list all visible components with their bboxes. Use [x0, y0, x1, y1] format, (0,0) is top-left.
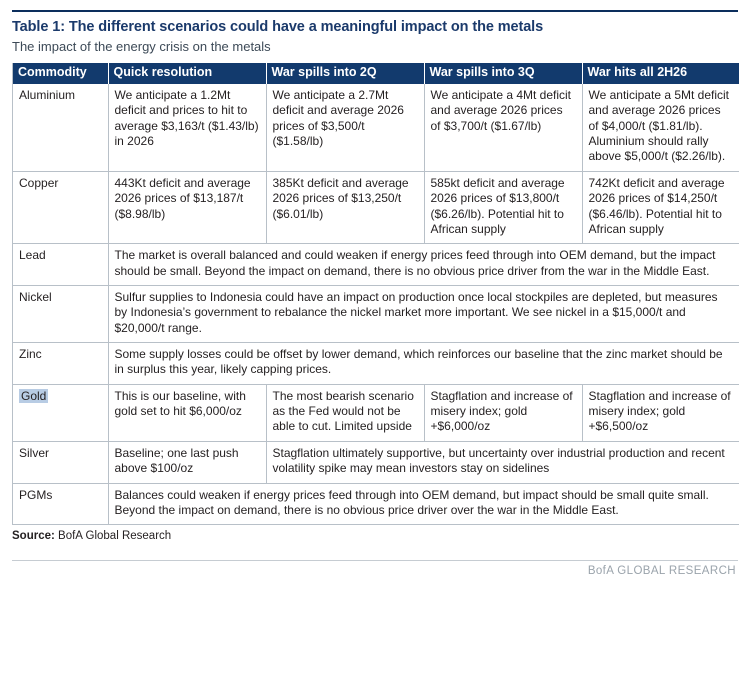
column-header-quick-resolution: Quick resolution: [108, 63, 266, 84]
table-container: [12, 63, 738, 525]
footer-brand: BofA GLOBAL RESEARCH: [587, 565, 736, 578]
table-header-row: [13, 63, 739, 84]
scenarios-table: [13, 63, 739, 525]
row-label-aluminium: Aluminium: [13, 84, 108, 171]
row-label-silver: Silver: [13, 441, 108, 483]
table-body: [13, 84, 739, 525]
cell-aluminium-3q: We anticipate a 4Mt deficit and average 2026 prices of $3,700/t ($1.67/lb): [424, 84, 582, 171]
cell-copper-quick: 443Kt deficit and average 2026 prices of $13,187/t ($8.98/lb): [108, 171, 266, 243]
table-row: [13, 84, 739, 171]
selected-text-highlight: Gold: [21, 388, 47, 403]
cell-nickel-all: Sulfur supplies to Indonesia could have an impact on production once local stockpiles are depleted, but measures by Indonesia’s government to rebalance the nickel market more important. We see nickel in a $15,000/t and $20,000/t range.: [108, 285, 739, 342]
cell-gold-3q: Stagflation and increase of misery index; gold +$6,000/oz: [424, 384, 582, 441]
cell-copper-2h26: 742Kt deficit and average 2026 prices of $14,250/t ($6.46/lb). Potential hit to African supply: [582, 171, 739, 243]
table-row: [13, 343, 739, 385]
cell-lead-all: The market is overall balanced and could weaken if energy prices feed through into OEM demand, but the impact should be small. Beyond the impact on demand, there is no obvious price driver from the war in the Middle East.: [108, 244, 739, 286]
row-label-pgms: PGMs: [13, 483, 108, 525]
cell-gold-quick: This is our baseline, with gold set to hit $6,000/oz: [108, 384, 266, 441]
row-label-zinc: Zinc: [13, 343, 108, 385]
source-label: Source:: [12, 530, 55, 543]
table-row: [13, 483, 739, 525]
source-text: BofA Global Research: [54, 530, 172, 543]
title-top-rule: [12, 10, 738, 12]
cell-copper-2q: 385Kt deficit and average 2026 prices of $13,250/t ($6.01/lb): [266, 171, 424, 243]
page-subtitle: The impact of the energy crisis on the metals: [12, 38, 271, 54]
column-header-war-2h26: War hits all 2H26: [582, 63, 739, 84]
cell-gold-2q: The most bearish scenario as the Fed would not be able to cut. Limited upside: [266, 384, 424, 441]
row-label-lead: Lead: [13, 244, 108, 286]
source-line: [12, 530, 738, 542]
cell-aluminium-2h26: We anticipate a 5Mt deficit and average 2026 prices of $4,000/t ($1.81/lb). Aluminium should rally above $5,000/t ($2.26/lb).: [582, 84, 739, 171]
row-label-nickel: Nickel: [13, 285, 108, 342]
table-row: [13, 244, 739, 286]
column-header-commodity: Commodity: [13, 63, 108, 84]
cell-gold-2h26: Stagflation and increase of misery index; gold +$6,500/oz: [582, 384, 739, 441]
row-label-copper: Copper: [13, 171, 108, 243]
cell-zinc-all: Some supply losses could be offset by lower demand, which reinforces our baseline that the zinc market should be in surplus this year, likely capping prices.: [108, 343, 739, 385]
cell-pgms-all: Balances could weaken if energy prices feed through into OEM demand, but impact should be small quite small. Beyond the impact on demand, there is no obvious price driver over the war in the Middle East.: [108, 483, 739, 525]
cell-silver-rest: Stagflation ultimately supportive, but uncertainty over industrial production and recent volatility spike may mean investors stay on sidelines: [266, 441, 739, 483]
table-row: [13, 441, 739, 483]
cell-silver-quick: Baseline; one last push above $100/oz: [108, 441, 266, 483]
column-header-war-2q: War spills into 2Q: [266, 63, 424, 84]
cell-aluminium-2q: We anticipate a 2.7Mt deficit and average 2026 prices of $3,500/t ($1.58/lb): [266, 84, 424, 171]
row-label-gold: [13, 384, 108, 441]
column-header-war-3q: War spills into 3Q: [424, 63, 582, 84]
cell-aluminium-quick: We anticipate a 1.2Mt deficit and prices to hit to average $3,163/t ($1.43/lb) in 2026: [108, 84, 266, 171]
table-row: [13, 285, 739, 342]
table-row: [13, 384, 739, 441]
cell-copper-3q: 585kt deficit and average 2026 prices of $13,800/t ($6.26/lb). Potential hit to African supply: [424, 171, 582, 243]
table-row: [13, 171, 739, 243]
page-title: Table 1: The different scenarios could have a meaningful impact on the metals: [12, 19, 544, 35]
